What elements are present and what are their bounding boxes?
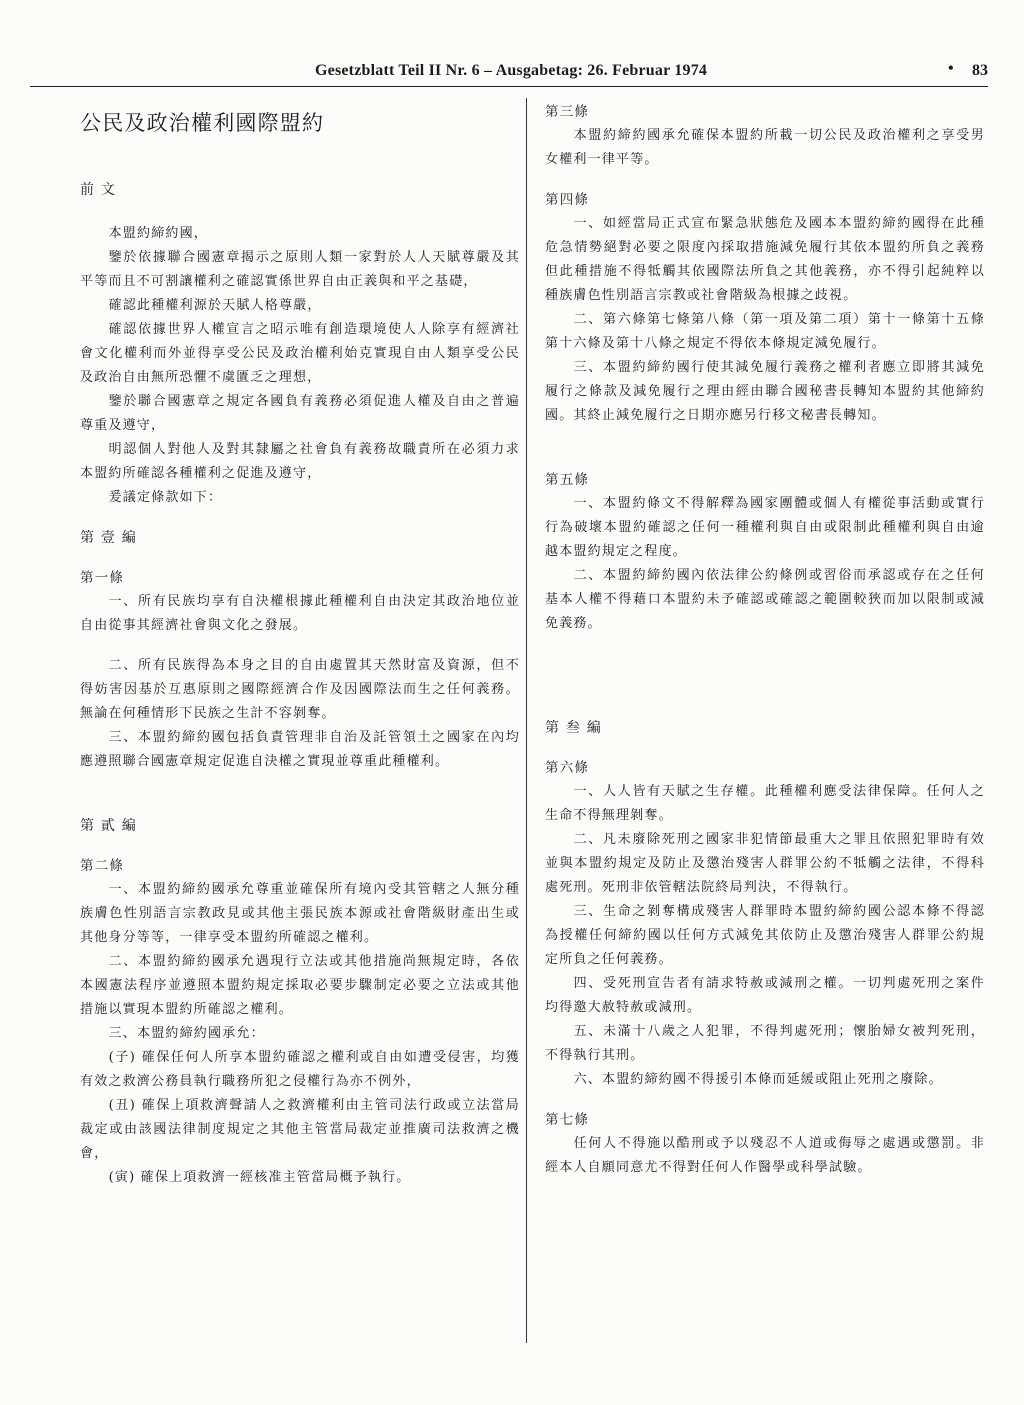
- article-heading: 第四條: [545, 192, 590, 208]
- document-title: 公民及政治權利國際盟約: [80, 111, 325, 135]
- part-heading: 第 壹 編: [80, 530, 137, 546]
- preamble-paragraph: 鑒於聯合國憲章之規定各國負有義務必須促進人權及自由之普遍尊重及遵守，: [80, 394, 520, 433]
- article-heading: 第五條: [545, 472, 590, 488]
- preamble-paragraph: 本盟約締約國，: [108, 226, 208, 241]
- article-subitem: (子) 確保任何人所享本盟約確認之權利或自由如遭受侵害，均獲有效之救濟公務員執行職務所犯之侵權行為亦不例外，: [80, 1050, 520, 1089]
- article-paragraph: 二、所有民族得為本身之目的自由處置其天然財富及資源，但不得妨害因基於互惠原則之國際經濟合作及因國際法而生之任何義務。無論在何種情形下民族之生計不容剝奪。: [80, 658, 520, 721]
- header-dot: •: [948, 60, 954, 77]
- preamble-paragraph: 明認個人對他人及對其隸屬之社會負有義務故職責所在必須力求本盟約所確認各種權利之促進及遵守，: [80, 442, 520, 481]
- article-paragraph: 一、如經當局正式宣布緊急狀態危及國本本盟約締約國得在此種危急情勢絕對必要之限度內採取措施減免履行其依本盟約所負之義務但此種措施不得牴觸其依國際法所負之其他義務，亦不得引起純粹以種族膚色性別語言宗教或社會階級為根據之歧視。: [545, 216, 985, 303]
- page-number: 83: [972, 62, 988, 79]
- column-divider: [526, 98, 527, 1343]
- article-paragraph: 三、本盟約締約國行使其減免履行義務之權利者應立即將其減免履行之條款及減免履行之理由經由聯合國秘書長轉知本盟約其他締約國。其終止減免履行之日期亦應另行移文秘書長轉知。: [545, 360, 985, 423]
- article-heading: 第三條: [545, 104, 590, 120]
- preamble-paragraph: 鑒於依據聯合國憲章揭示之原則人類一家對於人人天賦尊嚴及其平等而且不可割讓權利之確認實係世界自由正義與和平之基礎，: [80, 250, 520, 289]
- article-paragraph: 四、受死刑宣告者有請求特赦或減刑之權。一切判處死刑之案件均得邀大赦特赦或減刑。: [545, 976, 985, 1015]
- article-paragraph: 二、本盟約締約國承允遇現行立法或其他措施尚無規定時，各依本國憲法程序並遵照本盟約規定採取必要步驟制定必要之立法或其他措施以實現本盟約所確認之權利。: [80, 954, 520, 1017]
- article-paragraph: 三、本盟約締約國承允：: [108, 1026, 265, 1041]
- article-paragraph: 一、本盟約締約國承允尊重並確保所有境內受其管轄之人無分種族膚色性別語言宗教政見或其他主張民族本源或社會階級財產出生或其他身分等等，一律享受本盟約所確認之權利。: [80, 882, 520, 945]
- page-header: [30, 58, 988, 84]
- article-heading: 第二條: [80, 858, 125, 874]
- article-paragraph: 本盟約締約國承允確保本盟約所載一切公民及政治權利之享受男女權利一律平等。: [545, 128, 985, 167]
- article-paragraph: 一、人人皆有天賦之生存權。此種權利應受法律保障。任何人之生命不得無理剝奪。: [545, 784, 985, 823]
- left-column: [80, 100, 520, 1190]
- preamble-paragraph: 爰議定條款如下：: [108, 490, 223, 505]
- article-paragraph: 二、本盟約締約國內依法律公約條例或習俗而承認或存在之任何基本人權不得藉口本盟約未予確認或確認之範圍較狹而加以限制或減免義務。: [545, 568, 985, 631]
- article-paragraph: 五、未滿十八歲之人犯罪，不得判處死刑；懷胎婦女被判死刑，不得執行其刑。: [545, 1024, 985, 1063]
- preamble-paragraph: 確認依據世界人權宣言之昭示唯有創造環境使人人除享有經濟社會文化權利而外並得享受公民及政治權利始克實現自由人類享受公民及政治自由無所恐懼不虞匱乏之理想，: [80, 322, 520, 385]
- article-paragraph: 一、本盟約條文不得解釋為國家團體或個人有權從事活動或實行行為破壞本盟約確認之任何一種權利與自由或限制此種權利與自由逾越本盟約規定之程度。: [545, 496, 985, 559]
- article-paragraph: 一、所有民族均享有自決權根據此種權利自由決定其政治地位並自由從事其經濟社會與文化之發展。: [80, 594, 520, 633]
- gazette-title: Gesetzblatt Teil II Nr. 6 – Ausgabetag: 26. Februar 1974: [315, 62, 708, 79]
- article-paragraph: 二、凡未廢除死刑之國家非犯情節最重大之罪且依照犯罪時有效並與本盟約規定及防止及懲治殘害人群罪公約不牴觸之法律，不得科處死刑。死刑非依管轄法院終局判決，不得執行。: [545, 832, 985, 895]
- article-paragraph: 六、本盟約締約國不得援引本條而延緩或阻止死刑之廢除。: [573, 1072, 943, 1087]
- preamble-paragraph: 確認此種權利源於天賦人格尊嚴，: [108, 298, 322, 313]
- article-subitem: (寅) 確保上項救濟一經核准主管當局概予執行。: [108, 1170, 411, 1185]
- article-heading: 第七條: [545, 1112, 590, 1128]
- article-heading: 第六條: [545, 760, 590, 776]
- article-paragraph: 三、本盟約締約國包括負責管理非自治及託管領土之國家在內均應遵照聯合國憲章規定促進自決權之實現並尊重此種權利。: [80, 730, 520, 769]
- preamble-heading: 前 文: [80, 182, 117, 198]
- article-paragraph: 三、生命之剝奪構成殘害人群罪時本盟約締約國公認本條不得認為授權任何締約國以任何方式減免其依防止及懲治殘害人群罪公約規定所負之任何義務。: [545, 904, 985, 967]
- article-heading: 第一條: [80, 570, 125, 586]
- part-heading: 第 叁 編: [545, 720, 602, 736]
- article-paragraph: 任何人不得施以酷刑或予以殘忍不人道或侮辱之處遇或懲罰。非經本人自願同意尤不得對任何人作醫學或科學試驗。: [545, 1136, 985, 1175]
- right-column: [545, 100, 985, 1180]
- header-rule: [30, 86, 988, 87]
- article-paragraph: 二、第六條第七條第八條（第一項及第二項）第十一條第十五條第十六條及第十八條之規定不得依本條規定減免履行。: [545, 312, 985, 351]
- article-subitem: (丑) 確保上項救濟聲請人之救濟權利由主管司法行政或立法當局裁定或由該國法律制度規定之其他主管當局裁定並推廣司法救濟之機會，: [80, 1098, 520, 1161]
- part-heading: 第 貳 編: [80, 818, 137, 834]
